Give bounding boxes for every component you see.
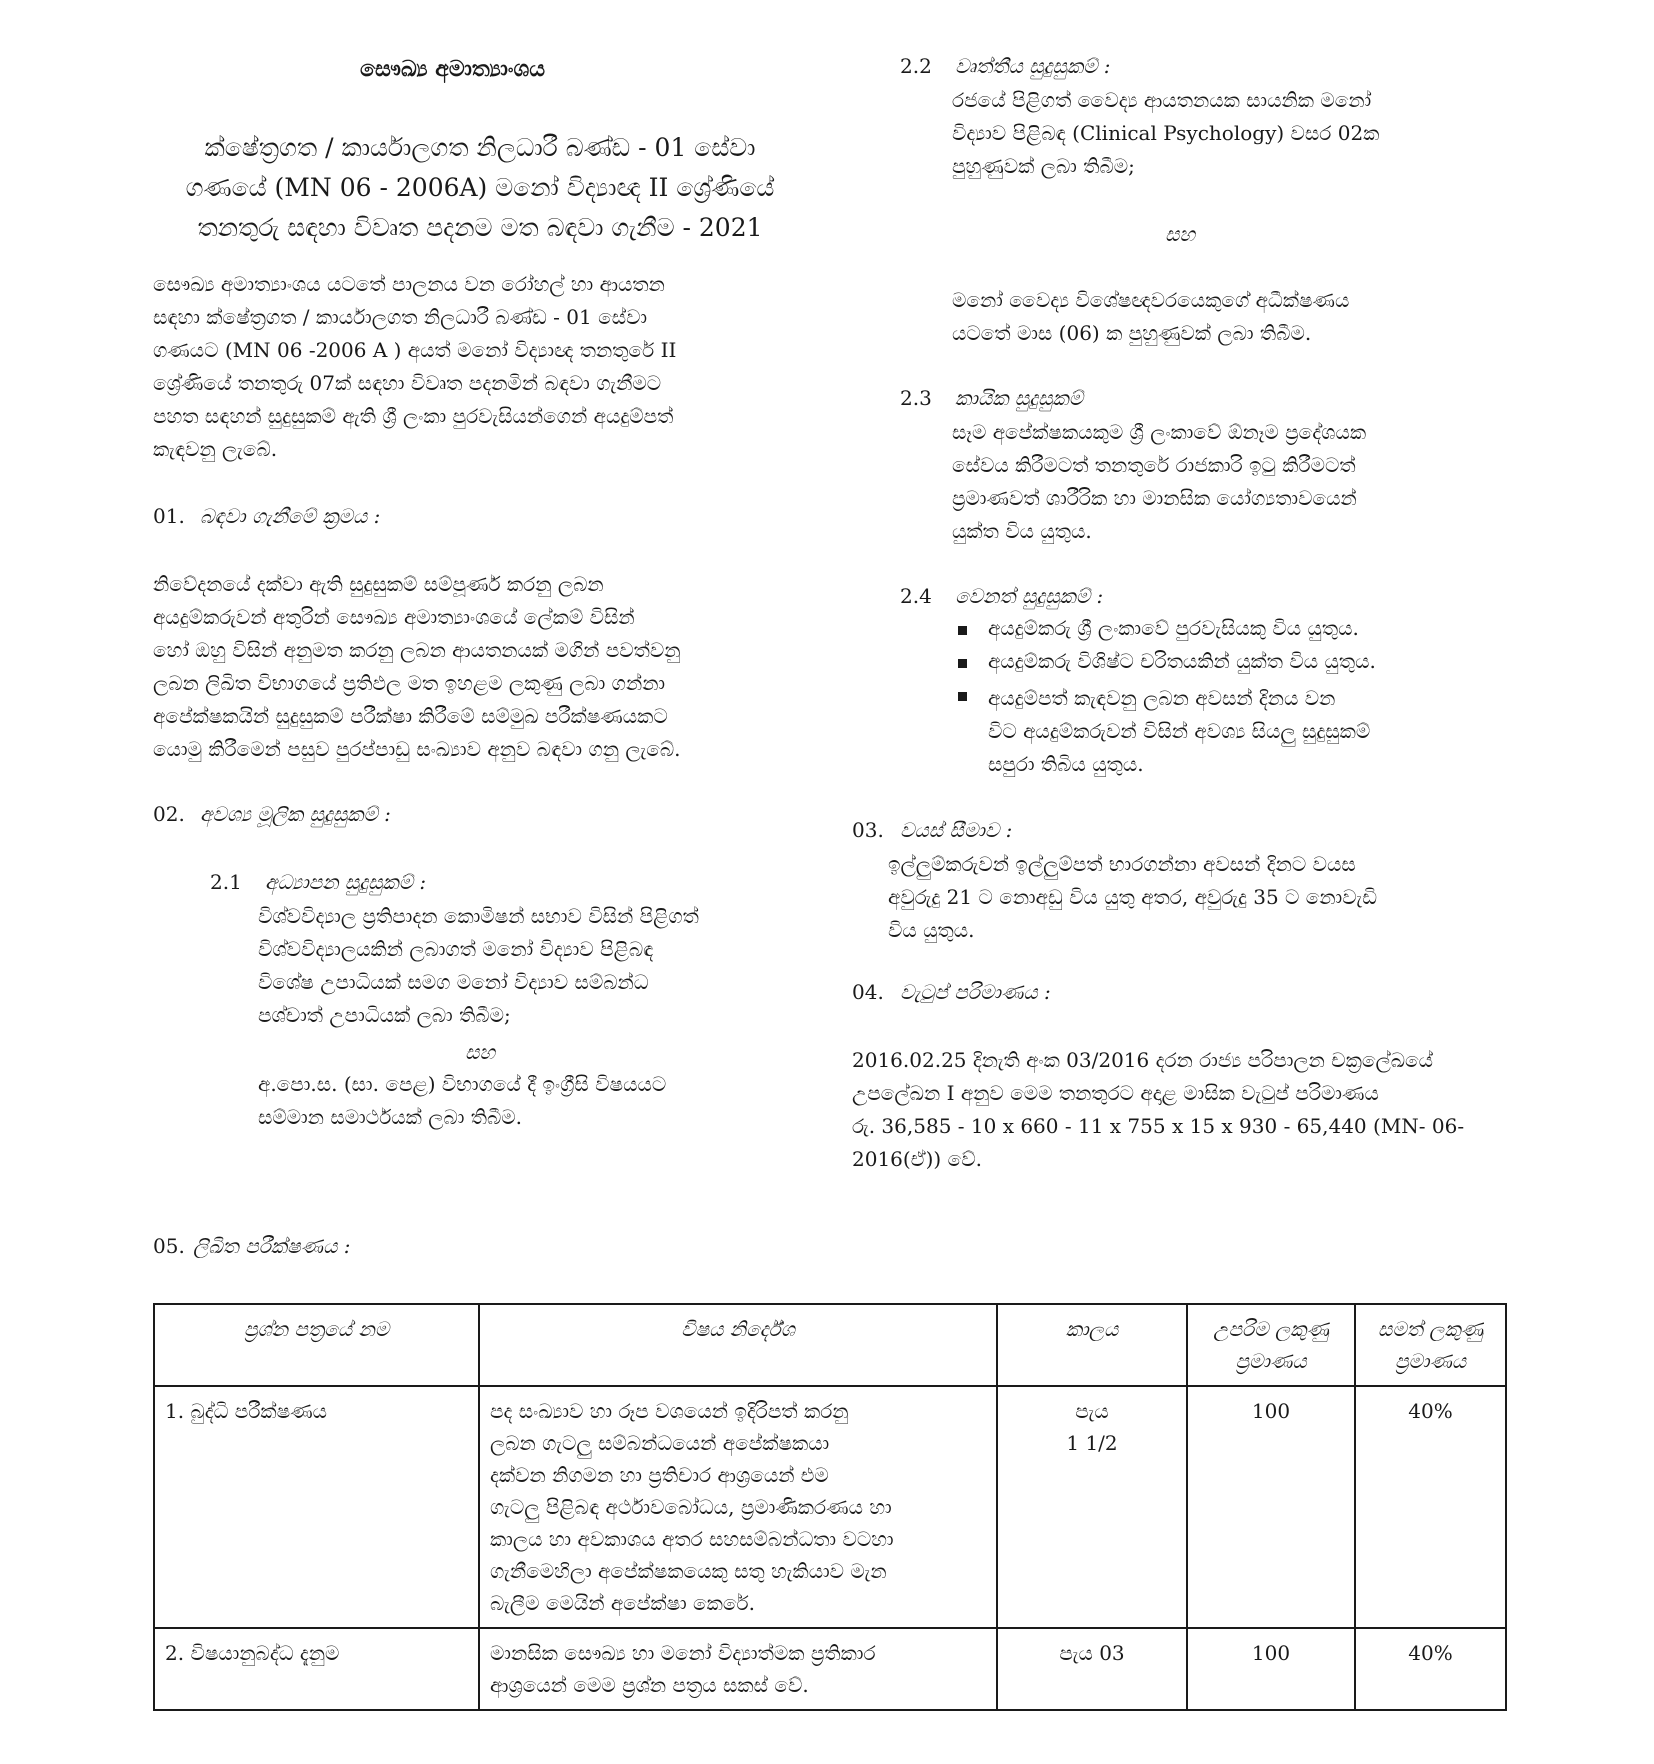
intro-line: ගණයට (MN 06 -2006 A ) අයත් මනෝ විද්‍යාඥ තනතුරේ II xyxy=(153,338,677,362)
cell-max-marks: 100 xyxy=(1187,1386,1355,1628)
cell-paper-name: 1. බුද්ධි පරීක්ෂණය xyxy=(154,1386,479,1628)
notice-title xyxy=(150,128,810,248)
section-01-line: හෝ ඔහු විසින් අනුමත කරනු ලබන ආයතනයක් මගින් පවත්වනු xyxy=(153,638,681,662)
section-01-body xyxy=(153,568,813,766)
header-max-marks: උපරිම ලකුණු ප්‍රමාණය xyxy=(1187,1304,1355,1386)
sub-2-2-number: 2.2 xyxy=(900,54,932,78)
section-03-heading: වයස් සීමාව : xyxy=(900,818,1013,842)
section-04-heading: වැටුප් පරිමාණය : xyxy=(900,980,1051,1004)
bullet-item-line: සපුරා තිබිය යුතුය. xyxy=(988,752,1144,776)
intro-line: සඳහා ක්ෂේත්‍රගත / කාර්යාලගත නිලධාරී බණ්ඩ - 01 සේවා xyxy=(153,305,648,329)
sub-2-4-heading: වෙනත් සුදුසුකම් : xyxy=(955,584,1104,608)
section-04-line: උපලේඛන I අනුව මෙම තනතුරට අදාළ මාසික වැටුප් පරිමාණය xyxy=(852,1081,1379,1105)
sub-2-1-line: විශ්වවිද්‍යාලයකින් ලබාගත් මනෝ විද්‍යාව පිළිබඳ xyxy=(258,937,654,961)
sub-2-1-body-2 xyxy=(258,1068,818,1134)
section-03-line: අවුරුදු 21 ට නොඅඩු විය යුතු අතර, අවුරුදු 35 ට නොවැඩි xyxy=(888,885,1378,909)
section-04-line: 2016(ඒ)) වේ. xyxy=(852,1147,982,1171)
sub-2-1-line: අ.පො.ස. (සා. පෙළ) විභාගයේ දී ඉංග්‍රීසි විෂයයට xyxy=(258,1072,667,1096)
sub-2-1-and: සහ xyxy=(465,1040,496,1064)
sub-2-3-heading: කායික සුදුසුකම් xyxy=(955,386,1084,410)
sub-2-2-body xyxy=(952,84,1512,183)
cell-duration: පැය 1 1/2 xyxy=(997,1386,1187,1628)
section-04-body xyxy=(852,1044,1512,1176)
sub-2-3-body xyxy=(952,416,1512,548)
section-03-number: 03. xyxy=(852,818,884,842)
sub-2-3-line: යුක්ත විය යුතුය. xyxy=(952,519,1092,543)
section-05-number: 05. xyxy=(153,1234,185,1258)
intro-line: කැඳවනු ලැබේ. xyxy=(153,437,278,461)
bullet-item-line: අයදුම්පත් කැඳවනු ලබන අවසන් දිනය වන xyxy=(988,686,1336,710)
intro-line: පහත සඳහන් සුදුසුකම් ඇති ශ්‍රී ලංකා පුරවැසියන්ගෙන් අයදුම්පත් xyxy=(153,404,674,428)
section-02-heading: අවශ්‍ය මූලික සුදුසුකම් : xyxy=(200,802,391,826)
sub-2-1-number: 2.1 xyxy=(210,870,242,894)
notice-title-line: ගණයේ (MN 06 - 2006A) මනෝ විද්‍යාඥ II ශ්‍රේණියේ xyxy=(185,173,775,202)
header-duration: කාලය xyxy=(997,1304,1187,1386)
ministry-heading: සෞඛ්‍ය අමාත්‍යාංශය xyxy=(360,56,546,82)
table-row xyxy=(154,1628,1506,1710)
sub-2-2-line: යටතේ මාස (06) ක පුහුණුවක් ලබා තිබීම. xyxy=(952,321,1312,345)
sub-2-4-number: 2.4 xyxy=(900,584,932,608)
sub-2-1-line: පශ්චාත් උපාධියක් ලබා තිබීම; xyxy=(258,1003,511,1027)
section-01-line: අයදුම්කරුවන් අතුරින් සෞඛ්‍ය අමාත්‍යාංශයේ ලේකම් විසින් xyxy=(153,605,635,629)
cell-syllabus: පද සංඛ්‍යාව හා රූප වශයෙන් ඉදිරිපත් කරනු ලබන ගැටලු සම්බන්ධයෙන් අපේක්ෂකයා දක්වන නිගමන හා ප්‍රතිචාර ආශ්‍රයෙන් එම ගැටලු පිළිබඳ අර්ථාවබෝධය, ප්‍රමාණිකරණය හා කාලය හා අවකාශය අතර සහසම්බන්ධතා වටහා ගැනීමෙහිලා අපේක්ෂකයෙකු සතු හැකියාව මැන බැලීම මෙයින් අපේක්ෂා කෙරේ. xyxy=(479,1386,997,1628)
header-pass-marks: සමත් ලකුණු ප්‍රමාණය xyxy=(1355,1304,1506,1386)
cell-syllabus: මානසික සෞඛ්‍ය හා මනෝ විද්‍යාත්මක ප්‍රතිකාර ආශ්‍රයෙන් මෙම ප්‍රශ්න පත්‍රය සකස් වේ. xyxy=(479,1628,997,1710)
section-02-number: 02. xyxy=(153,802,185,826)
section-04-number: 04. xyxy=(852,980,884,1004)
square-bullet-icon xyxy=(958,659,967,668)
section-01-line: ලබන ලිඛිත විභාගයේ ප්‍රතිඵල මත ඉහළම ලකුණු ලබා ගන්නා xyxy=(153,671,666,695)
section-01-line: අපේක්ෂකයින් සුදුසුකම් පරීක්ෂා කිරීමේ සම්මුඛ පරීක්ෂණයකට xyxy=(153,704,668,728)
exam-table xyxy=(153,1303,1507,1711)
section-01-number: 01. xyxy=(153,504,185,528)
sub-2-1-body xyxy=(258,900,818,1032)
notice-title-line: ක්ෂේත්‍රගත / කාර්යාලගත නිලධාරී බණ්ඩ - 01 සේවා xyxy=(204,133,756,162)
sub-2-1-heading: අධ්‍යාපන සුදුසුකම් : xyxy=(265,870,427,894)
intro-paragraph xyxy=(153,268,813,466)
sub-2-2-heading: වෘත්තීය සුදුසුකම් : xyxy=(955,54,1111,78)
sub-2-1-line: විශ්වවිද්‍යාල ප්‍රතිපාදන කොමිෂන් සභාව විසින් පිළිගත් xyxy=(258,904,699,928)
sub-2-3-number: 2.3 xyxy=(900,386,932,410)
sub-2-2-line: මනෝ වෛද්‍ය විශේෂඥවරයෙකුගේ අධීක්ෂණය xyxy=(952,288,1350,312)
cell-duration: පැය 03 xyxy=(997,1628,1187,1710)
sub-2-3-line: සෑම අපේක්ෂකයකුම ශ්‍රී ලංකාවේ ඕනෑම ප්‍රදේශයක xyxy=(952,420,1367,444)
notice-title-line: තනතුරු සඳහා විවෘත පදනම මත බඳවා ගැනීම - 2021 xyxy=(197,213,763,242)
cell-pass-marks: 40% xyxy=(1355,1628,1506,1710)
sub-2-2-and: සහ xyxy=(1165,222,1196,246)
sub-2-2-line: විද්‍යාව පිළිබඳ (Clinical Psychology) වසර 02ක xyxy=(952,121,1380,145)
intro-line: ශ්‍රේණියේ තනතුරු 07ක් සඳහා විවෘත පදනමින් බඳවා ගැනීමට xyxy=(153,371,662,395)
header-syllabus: විෂය නිර්දේශ xyxy=(479,1304,997,1386)
sub-2-2-body-2 xyxy=(952,284,1512,350)
cell-paper-name: 2. විෂයානුබද්ධ දැනුම xyxy=(154,1628,479,1710)
square-bullet-icon xyxy=(958,692,967,701)
square-bullet-icon xyxy=(958,626,967,635)
section-04-line: රු. 36,585 - 10 x 660 - 11 x 755 x 15 x 930 - 65,440 (MN- 06- xyxy=(852,1114,1465,1138)
section-01-heading: බඳවා ගැනීමේ ක්‍රමය : xyxy=(200,504,381,528)
sub-2-1-line: විශේෂ උපාධියක් සමග මනෝ විද්‍යාව සම්බන්ධ xyxy=(258,970,649,994)
table-row xyxy=(154,1386,1506,1628)
section-04-line: 2016.02.25 දිනැති අංක 03/2016 දරන රාජ්‍ය පරිපාලන චක්‍රලේඛයේ xyxy=(852,1048,1434,1072)
bullet-item: අයදුම්කරු විශිෂ්ට චරිතයකින් යුක්ත විය යුතුය. xyxy=(988,649,1376,673)
section-03-line: විය යුතුය. xyxy=(888,918,975,942)
bullet-item xyxy=(988,682,1508,781)
sub-2-1-line: සම්මාන සමාර්ථයක් ලබා තිබීම. xyxy=(258,1105,523,1129)
header-paper-name: ප්‍රශ්න පත්‍රයේ නම xyxy=(154,1304,479,1386)
bullet-item-line: විට අයදුම්කරුවන් විසින් අවශ්‍ය සියලු සුදුසුකම් xyxy=(988,719,1371,743)
section-01-line: යොමු කිරීමෙන් පසුව පුරප්පාඩු සංඛ්‍යාව අනුව බඳවා ගනු ලැබේ. xyxy=(153,737,681,761)
bullet-item: අයදුම්කරු ශ්‍රී ලංකාවේ පුරවැසියකු විය යුතුය. xyxy=(988,616,1359,640)
cell-max-marks: 100 xyxy=(1187,1628,1355,1710)
sub-2-2-line: පුහුණුවක් ලබා තිබීම; xyxy=(952,154,1135,178)
section-01-line: නිවේදනයේ දක්වා ඇති සුදුසුකම් සම්පූර්ණ කරනු ලබන xyxy=(153,572,604,596)
table-header-row xyxy=(154,1304,1506,1386)
cell-pass-marks: 40% xyxy=(1355,1386,1506,1628)
sub-2-2-line: රජයේ පිළිගත් වෛද්‍ය ආයතනයක සායනික මනෝ xyxy=(952,88,1372,112)
intro-line: සෞඛ්‍ය අමාත්‍යාංශය යටතේ පාලනය වන රෝහල් හා ආයතන xyxy=(153,272,665,296)
section-05-heading: ලිඛිත පරීක්ෂණය : xyxy=(193,1234,351,1258)
sub-2-3-line: ප්‍රමාණවත් ශාරීරික හා මානසික යෝග්‍යතාවයෙන් xyxy=(952,486,1357,510)
sub-2-3-line: සේවය කිරීමටත් තනතුරේ රාජකාරි ඉටු කිරීමටත් xyxy=(952,453,1356,477)
section-03-body xyxy=(888,848,1508,947)
section-03-line: ඉල්ලුම්කරුවන් ඉල්ලුම්පත් භාරගන්නා අවසන් දිනට වයස xyxy=(888,852,1356,876)
